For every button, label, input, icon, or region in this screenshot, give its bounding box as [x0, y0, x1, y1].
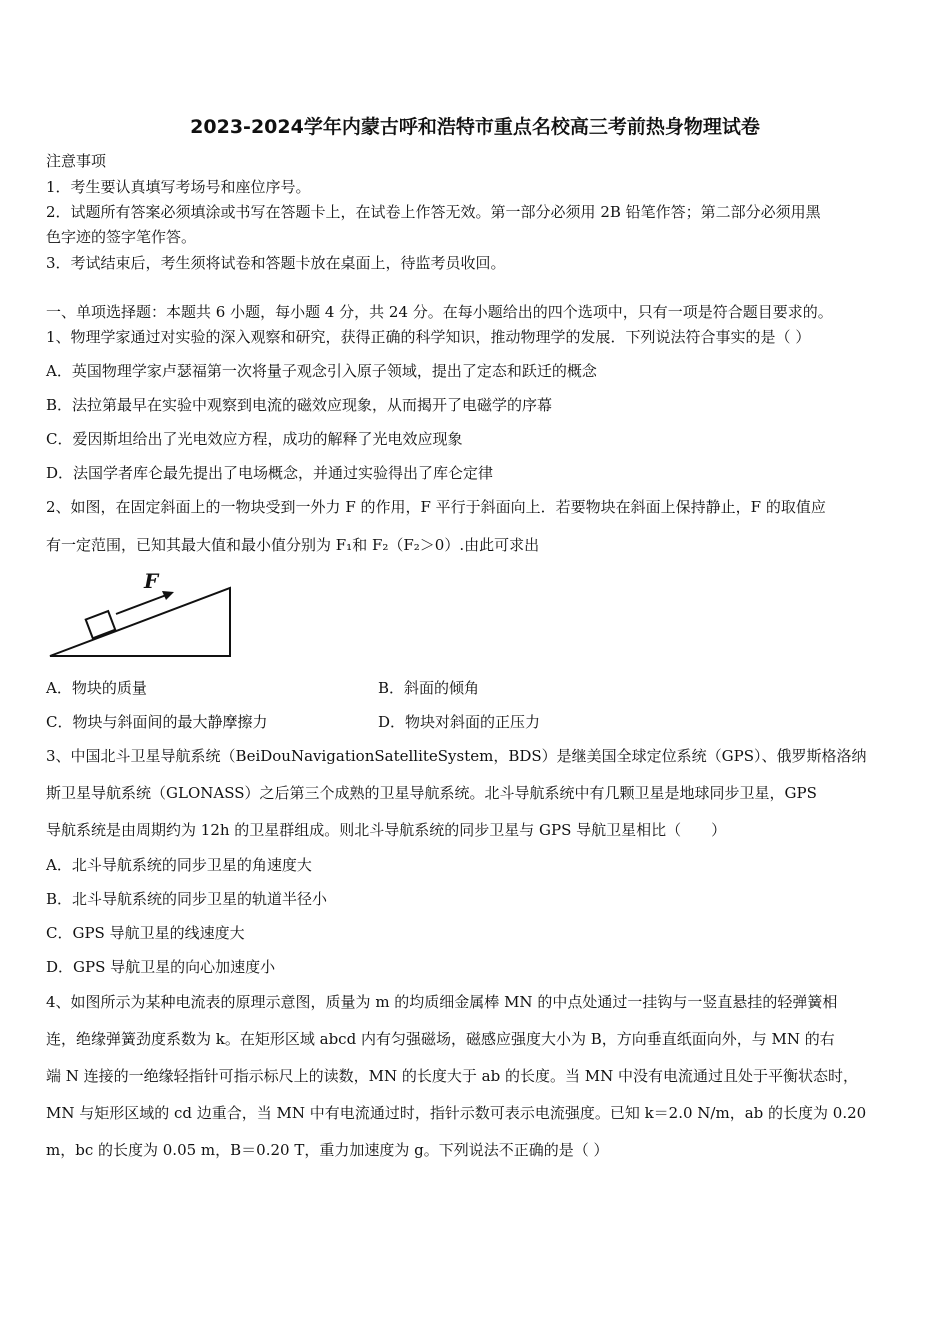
q4-line1: 4、如图所示为某种电流表的原理示意图，质量为 m 的均质细金属棒 MN 的中点处通过一挂钩与一竖直悬挂的轻弹簧相 — [46, 993, 838, 1011]
q4-line4: MN 与矩形区域的 cd 边重合，当 MN 中有电流通过时，指针示数可表示电流强度。已知 k＝2.0 N/m，ab 的长度为 0.20 — [46, 1104, 867, 1122]
q2-option-c: C．物块与斜面间的最大静摩擦力 — [46, 713, 268, 731]
q3-stem-line2: 斯卫星导航系统（GLONASS）之后第三个成熟的卫星导航系统。北斗导航系统中有几颗卫星是地球同步卫星，GPS — [46, 784, 817, 802]
incline-triangle — [50, 588, 230, 656]
notice-item-1: 1．考生要认真填写考场号和座位序号。 — [46, 178, 311, 196]
q3-option-b: B．北斗导航系统的同步卫星的轨道半径小 — [46, 890, 328, 908]
force-arrow-line — [116, 594, 169, 614]
q3-option-d: D．GPS 导航卫星的向心加速度小 — [46, 958, 276, 976]
q3-stem-line1: 3、中国北斗卫星导航系统（BeiDouNavigationSatelliteSystem，BDS）是继美国全球定位系统（GPS）、俄罗斯格洛纳 — [46, 747, 867, 765]
q1-stem: 1、物理学家通过对实验的深入观察和研究，获得正确的科学知识，推动物理学的发展．下列说法符合事实的是（ ） — [46, 328, 811, 346]
q2-option-a: A．物块的质量 — [46, 679, 147, 697]
q3-stem-line3: 导航系统是由周期约为 12h 的卫星群组成。则北斗导航系统的同步卫星与 GPS 导航卫星相比（ ） — [46, 821, 727, 839]
q4-line5: m，bc 的长度为 0.05 m，B＝0.20 T，重力加速度为 g。下列说法不正确的是（ ） — [46, 1141, 609, 1159]
notice-item-2: 2．试题所有答案必须填涂或书写在答题卡上，在试卷上作答无效。第一部分必须用 2B 铅笔作答；第二部分必须用黑 — [46, 203, 821, 221]
q3-option-a: A．北斗导航系统的同步卫星的角速度大 — [46, 856, 312, 874]
q2-stem-line1: 2、如图，在固定斜面上的一物块受到一外力 F 的作用，F 平行于斜面向上．若要物块在斜面上保持静止，F 的取值应 — [46, 498, 826, 516]
block — [86, 611, 116, 638]
page-title: 2023-2024学年内蒙古呼和浩特市重点名校高三考前热身物理试卷 — [190, 116, 760, 138]
q4-line3: 端 N 连接的一绝缘轻指针可指示标尺上的读数，MN 的长度大于 ab 的长度。当 MN 中没有电流通过且处于平衡状态时， — [46, 1067, 859, 1085]
incline-diagram — [44, 566, 234, 661]
q2-option-b: B．斜面的倾角 — [378, 679, 480, 697]
q3-option-c: C．GPS 导航卫星的线速度大 — [46, 924, 245, 942]
q1-option-d: D．法国学者库仑最先提出了电场概念，并通过实验得出了库仑定律 — [46, 464, 494, 482]
q1-option-b: B．法拉第最早在实验中观察到电流的磁效应现象，从而揭开了电磁学的序幕 — [46, 396, 553, 414]
section-heading: 一、单项选择题：本题共 6 小题，每小题 4 分，共 24 分。在每小题给出的四个选项中，只有一项是符合题目要求的。 — [46, 303, 833, 321]
notice-item-2-cont: 色字迹的签字笔作答。 — [46, 228, 197, 246]
q2-stem-line2: 有一定范围，已知其最大值和最小值分别为 F₁和 F₂（F₂＞0）.由此可求出 — [46, 536, 540, 554]
q1-option-a: A．英国物理学家卢瑟福第一次将量子观念引入原子领域，提出了定态和跃迁的概念 — [46, 362, 597, 380]
q4-line2: 连，绝缘弹簧劲度系数为 k。在矩形区域 abcd 内有匀强磁场，磁感应强度大小为 B，方向垂直纸面向外，与 MN 的右 — [46, 1030, 835, 1048]
notice-item-3: 3．考试结束后，考生须将试卷和答题卡放在桌面上，待监考员收回。 — [46, 254, 506, 272]
q1-option-c: C．爱因斯坦给出了光电效应方程，成功的解释了光电效应现象 — [46, 430, 463, 448]
force-label: F — [144, 569, 159, 593]
q2-option-d: D．物块对斜面的正压力 — [378, 713, 541, 731]
notice-heading: 注意事项 — [46, 152, 107, 170]
